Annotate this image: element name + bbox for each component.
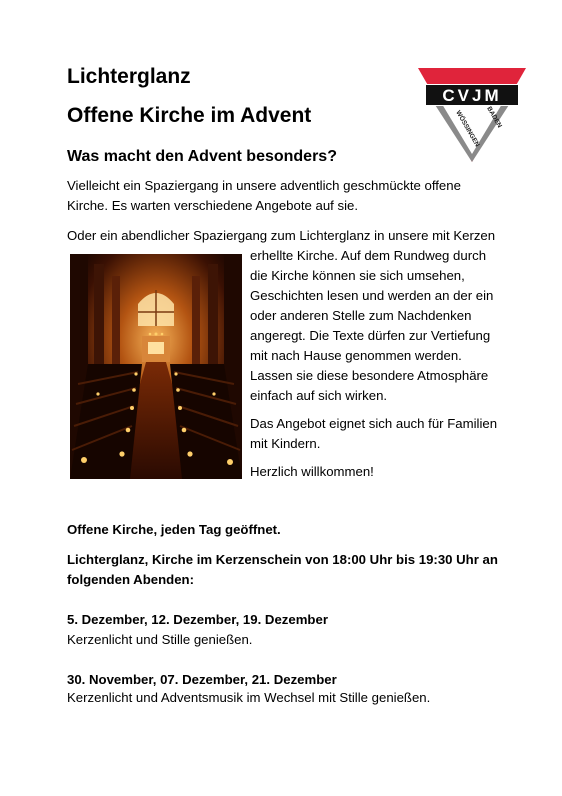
wrapped-line-4: oder anderen Stelle zum Nachdenken [250, 308, 472, 323]
candlelight-line-1: Lichterglanz, Kirche im Kerzenschein von 18:00 Uhr bis 19:30 Uhr an [67, 552, 498, 567]
church-candlelight-photo [70, 254, 242, 479]
intro-line-2: Kirche. Es warten verschiedene Angebote auf sie. [67, 198, 359, 213]
cvjm-logo [416, 66, 528, 164]
wrapped-line-5: angeregt. Die Texte dürfen zur Vertiefung [250, 328, 491, 343]
candlelight-line-2: folgenden Abenden: [67, 572, 194, 587]
date-group-2-dates: 30. November, 07. Dezember, 21. Dezember [67, 672, 337, 687]
wrapped-line-8: einfach auf sich wirken. [250, 388, 388, 403]
logo-text: CVJM [442, 86, 502, 105]
intro-line-1: Vielleicht ein Spaziergang in unsere adventlich geschmückte offene [67, 178, 461, 193]
wrapped-line-2: die Kirche können sie sich umsehen, [250, 268, 465, 283]
welcome-text: Herzlich willkommen! [250, 464, 374, 479]
family-line-2: mit Kindern. [250, 436, 321, 451]
open-daily: Offene Kirche, jeden Tag geöffnet. [67, 522, 281, 537]
page-title: Lichterglanz [67, 65, 191, 88]
lead-line: Oder ein abendlicher Spaziergang zum Lichterglanz in unsere mit Kerzen [67, 228, 496, 243]
wrapped-line-3: Geschichten lesen und werden an der ein [250, 288, 494, 303]
wrapped-line-1: erhellte Kirche. Auf dem Rundweg durch [250, 248, 487, 263]
wrapped-line-7: Lassen sie diese besondere Atmosphäre [250, 368, 489, 383]
date-group-1-description: Kerzenlicht und Stille genießen. [67, 632, 253, 647]
family-line-1: Das Angebot eignet sich auch für Familien [250, 416, 498, 431]
page-subtitle: Offene Kirche im Advent [67, 104, 312, 127]
logo-side-text-2: BADEN [485, 105, 503, 130]
section-question: Was macht den Advent besonders? [67, 148, 337, 165]
wrapped-line-6: mit nach Hause genommen werden. [250, 348, 462, 363]
date-group-1-dates: 5. Dezember, 12. Dezember, 19. Dezember [67, 612, 328, 627]
logo-side-text-1: WÖSSINGEN [454, 109, 481, 149]
date-group-2-description: Kerzenlicht und Adventsmusik im Wechsel mit Stille genießen. [67, 690, 431, 705]
